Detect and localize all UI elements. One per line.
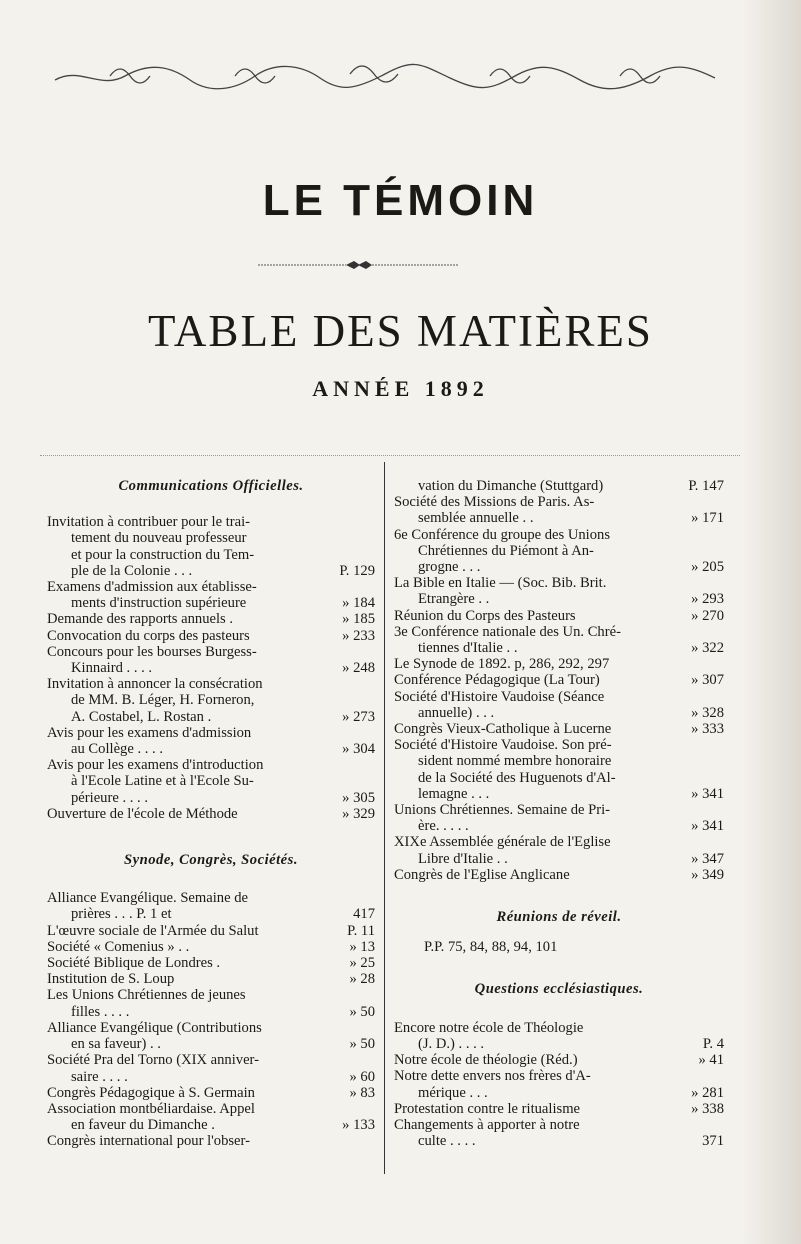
- section-heading: Réunions de réveil.: [496, 909, 622, 926]
- entry-text: Les Unions Chrétiennes de jeunes: [47, 987, 246, 1004]
- page-number: P. 129: [339, 562, 375, 579]
- entry-line: [47, 660, 375, 676]
- entry-text: Encore notre école de Théologie: [394, 1019, 584, 1036]
- entry-text: en faveur du Dimanche .: [71, 1117, 215, 1134]
- page-number: » 133: [342, 1117, 375, 1134]
- toc-entry: [394, 624, 724, 656]
- toc-entry: [47, 644, 375, 676]
- page-number: » 341: [691, 818, 724, 835]
- section-heading: Questions ecclésiastiques.: [474, 981, 644, 998]
- toc-entry: [394, 575, 724, 607]
- entry-text: Congrès Pédagogique à S. Germain: [47, 1084, 255, 1101]
- entry-line: [394, 786, 724, 802]
- toc-entry: [47, 1085, 375, 1101]
- page-number: » 329: [342, 805, 375, 822]
- entry-text: Congrès Vieux-Catholique à Lucerne: [394, 721, 612, 738]
- entry-text: Unions Chrétiennes. Semaine de Pri-: [394, 802, 611, 819]
- page-number: » 293: [691, 591, 724, 608]
- toc-entry: [47, 890, 375, 922]
- page-number: » 349: [691, 866, 724, 883]
- page-number: » 333: [691, 721, 724, 738]
- page-number: » 60: [349, 1068, 375, 1085]
- section-heading: Synode, Congrès, Sociétés.: [124, 852, 298, 869]
- page-number: » 233: [342, 627, 375, 644]
- entry-text: filles . . . .: [71, 1003, 130, 1020]
- toc-entry: [47, 955, 375, 971]
- page-number: » 281: [691, 1084, 724, 1101]
- entry-text: Avis pour les examens d'admission: [47, 724, 252, 741]
- toc-entry: [47, 987, 375, 1019]
- entry-line: [47, 595, 375, 611]
- page-number: P. 4: [702, 1035, 724, 1052]
- toc-entry: [394, 494, 724, 526]
- page-number: » 171: [691, 510, 724, 527]
- entry-text: Concours pour les bourses Burgess-: [47, 643, 257, 660]
- entry-text: A. Costabel, L. Rostan .: [71, 708, 212, 725]
- column-rule: [384, 462, 385, 1174]
- entry-text: Libre d'Italie . .: [418, 850, 508, 867]
- toc-entry: [47, 757, 375, 806]
- page-number: » 13: [349, 938, 375, 955]
- page-number: » 248: [342, 660, 375, 677]
- entry-text: au Collège . . . .: [71, 741, 164, 758]
- toc-entry: [394, 672, 724, 688]
- entry-text: ère. . . . .: [418, 818, 469, 835]
- entry-text: Société Pra del Torno (XIX anniver-: [47, 1052, 259, 1069]
- toc-entry: [47, 628, 375, 644]
- entry-text: tement du nouveau professeur: [71, 530, 247, 547]
- page-number: » 205: [691, 559, 724, 576]
- top-rule: [40, 455, 740, 456]
- entry-text: grogne . . .: [418, 559, 481, 576]
- entry-text: Ouverture de l'école de Méthode: [47, 805, 238, 822]
- page-number: » 305: [342, 789, 375, 806]
- page-number: » 322: [691, 640, 724, 657]
- entry-text: Institution de S. Loup: [47, 971, 175, 988]
- toc-entry: [394, 1052, 724, 1068]
- entry-text: La Bible en Italie — (Soc. Bib. Brit.: [394, 575, 607, 592]
- entry-text: Notre école de théologie (Réd.): [394, 1052, 578, 1069]
- title-divider: [258, 260, 458, 270]
- entry-line: [394, 510, 724, 526]
- entry-text: Société d'Histoire Vaudoise. Son pré-: [394, 737, 612, 754]
- toc-entry: [394, 737, 724, 802]
- entry-text: Société d'Histoire Vaudoise (Séance: [394, 688, 605, 705]
- entry-text: L'œuvre sociale de l'Armée du Salut: [47, 922, 259, 939]
- entry-line: [394, 559, 724, 575]
- toc-entry: [47, 725, 375, 757]
- entry-text: Invitation à contribuer pour le trai-: [47, 514, 251, 531]
- entry-line: [394, 640, 724, 656]
- entry-text: Convocation du corps des pasteurs: [47, 627, 250, 644]
- entry-text: Association montbéliardaise. Appel: [47, 1100, 255, 1117]
- toc-entry: [47, 1052, 375, 1084]
- year-heading: ANNÉE 1892: [312, 376, 489, 401]
- page-number: » 273: [342, 708, 375, 725]
- page-number: » 307: [691, 672, 724, 689]
- entry-text: sident nommé membre honoraire: [418, 753, 612, 770]
- entry-text: Avis pour les examens d'introduction: [47, 757, 264, 774]
- entry-text: vation du Dimanche (Stuttgard): [418, 478, 604, 494]
- left-column: [47, 478, 375, 1150]
- entry-text: Conférence Pédagogique (La Tour): [394, 672, 600, 689]
- page-number: » 41: [698, 1052, 724, 1069]
- entry-text: et pour la construction du Tem-: [71, 546, 255, 563]
- entry-text: lemagne . . .: [418, 785, 490, 802]
- entry-text: en sa faveur) . .: [71, 1036, 161, 1053]
- entry-line: [47, 906, 375, 922]
- entry-line: [394, 1133, 724, 1149]
- page-subtitle: TABLE DES MATIÈRES: [148, 306, 653, 356]
- page-number: » 304: [342, 741, 375, 758]
- entry-text: Etrangère . .: [418, 591, 490, 608]
- page-number: » 341: [691, 785, 724, 802]
- right-column: [394, 478, 724, 1149]
- toc-entry: [47, 923, 375, 939]
- entry-text: tiennes d'Italie . .: [418, 640, 518, 657]
- toc-entry: [47, 1020, 375, 1052]
- page-number: P. 11: [347, 922, 375, 939]
- entry-text: culte . . . .: [418, 1133, 476, 1150]
- entry-text: Société « Comenius » . .: [47, 938, 190, 955]
- entry-text: Société Biblique de Londres .: [47, 955, 221, 972]
- entry-text: Protestation contre le ritualisme: [394, 1100, 581, 1117]
- entry-text: (J. D.) . . . .: [418, 1035, 485, 1052]
- entry-line: [394, 705, 724, 721]
- page-number: » 185: [342, 611, 375, 628]
- entry-line: [47, 709, 375, 725]
- entry-text: Notre dette envers nos frères d'A-: [394, 1068, 591, 1085]
- page-number: » 184: [342, 595, 375, 612]
- toc-entry: [47, 939, 375, 955]
- entry-text: Réunion du Corps des Pasteurs: [394, 607, 576, 624]
- entry-text: prières . . . P. 1 et: [71, 906, 172, 923]
- toc-entry: [394, 608, 724, 624]
- entry-text: Invitation à annoncer la consécration: [47, 676, 263, 693]
- entry-line: [47, 1036, 375, 1052]
- entry-line: [394, 851, 724, 867]
- toc-entry: [47, 806, 375, 822]
- entry-text: de MM. B. Léger, H. Forneron,: [71, 692, 255, 709]
- toc-entry: P.P. 75, 84, 88, 94, 101: [424, 939, 558, 956]
- entry-line: [394, 818, 724, 834]
- page-number: » 50: [349, 1036, 375, 1053]
- entry-text: Congrès de l'Eglise Anglicane: [394, 866, 570, 883]
- toc-entry: [47, 971, 375, 987]
- toc-entry: [394, 834, 724, 866]
- entry-text: Chrétiennes du Piémont à An-: [418, 542, 594, 559]
- toc-entry: [47, 1101, 375, 1133]
- page-number: » 347: [691, 850, 724, 867]
- toc-entry: [394, 1068, 724, 1100]
- entry-line: [47, 790, 375, 806]
- entry-text: annuelle) . . .: [418, 704, 495, 721]
- entry-line: [394, 591, 724, 607]
- toc-entry: [394, 867, 724, 883]
- page-number: 371: [702, 1133, 724, 1150]
- entry-text: Alliance Evangélique (Contributions: [47, 1019, 262, 1036]
- toc-entry: [394, 527, 724, 576]
- entry-text: 6e Conférence du groupe des Unions: [394, 526, 611, 543]
- entry-line: [394, 1036, 724, 1052]
- entry-text: Alliance Evangélique. Semaine de: [47, 890, 248, 907]
- section-heading: Communications Officielles.: [118, 478, 304, 494]
- toc-entry: [47, 579, 375, 611]
- page-number: » 270: [691, 607, 724, 624]
- entry-line: [47, 1117, 375, 1133]
- entry-text: XIXe Assemblée générale de l'Eglise: [394, 834, 611, 851]
- entry-text: ments d'instruction supérieure: [71, 595, 247, 612]
- page-number: » 328: [691, 704, 724, 721]
- entry-text: 3e Conférence nationale des Un. Chré-: [394, 623, 621, 640]
- entry-text: saire . . . .: [71, 1068, 128, 1085]
- entry-text: périeure . . . .: [71, 789, 148, 806]
- decorative-ornament: [50, 56, 720, 96]
- toc-entry: [394, 689, 724, 721]
- toc-entry: [47, 611, 375, 627]
- toc-entry: Le Synode de 1892. p, 286, 292, 297: [394, 656, 610, 673]
- entry-text: Kinnaird . . . .: [71, 660, 153, 677]
- entry-text: semblée annuelle . .: [418, 510, 534, 527]
- page-number: » 338: [691, 1100, 724, 1117]
- toc-entry: [47, 676, 375, 725]
- toc-entry: [394, 1101, 724, 1117]
- entry-line: [47, 563, 375, 579]
- toc-entry: [47, 514, 375, 579]
- entry-line: [47, 1004, 375, 1020]
- page-number: » 50: [349, 1003, 375, 1020]
- entry-text: de la Société des Huguenots d'Al-: [418, 769, 616, 786]
- toc-entry: [394, 1117, 724, 1149]
- toc-entry: [394, 721, 724, 737]
- entry-text: Changements à apporter à notre: [394, 1116, 580, 1133]
- entry-text: à l'Ecole Latine et à l'Ecole Su-: [71, 773, 254, 790]
- entry-line: [394, 1085, 724, 1101]
- toc-entry: [394, 478, 724, 494]
- entry-text: Société des Missions de Paris. As-: [394, 494, 595, 511]
- entry-line: [47, 1069, 375, 1085]
- page-title: LE TÉMOIN: [262, 176, 539, 225]
- page-number: » 25: [349, 955, 375, 972]
- page-number: » 83: [349, 1084, 375, 1101]
- page-number: P. 147: [688, 478, 724, 494]
- entry-line: [47, 741, 375, 757]
- entry-text: mérique . . .: [418, 1084, 488, 1101]
- entry-text: Demande des rapports annuels .: [47, 611, 234, 628]
- toc-entry: Congrès international pour l'obser-: [47, 1133, 250, 1150]
- toc-entry: [394, 1020, 724, 1052]
- page-number: 417: [353, 906, 375, 923]
- entry-text: Examens d'admission aux établisse-: [47, 579, 257, 596]
- toc-entry: [394, 802, 724, 834]
- page-number: » 28: [349, 971, 375, 988]
- entry-text: ple de la Colonie . . .: [71, 562, 193, 579]
